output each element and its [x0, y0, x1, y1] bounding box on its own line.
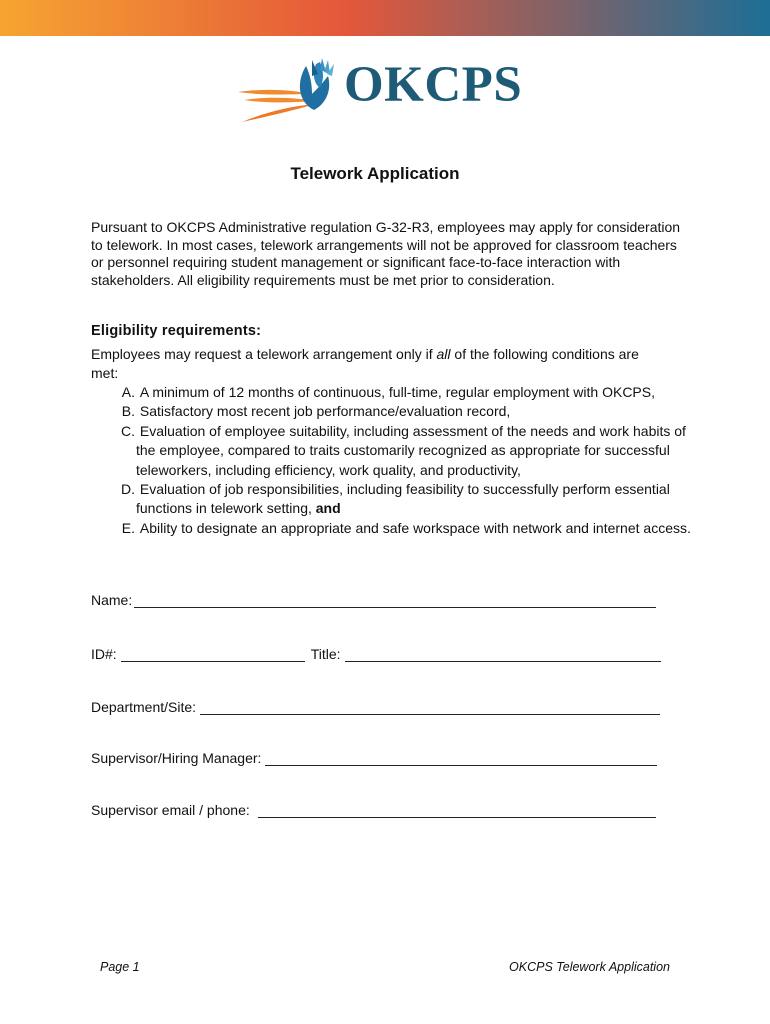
list-item	[91, 519, 691, 538]
department-input-line[interactable]	[200, 700, 660, 715]
list-item-text: Satisfactory most recent job performance/evaluation record,	[139, 403, 511, 420]
supervisor-field[interactable]	[91, 749, 657, 767]
id-title-row	[91, 645, 661, 663]
list-item	[91, 383, 691, 402]
page-title: Telework Application	[290, 164, 460, 183]
intro-paragraph: Pursuant to OKCPS Administrative regulation G-32-R3, employees may apply for consideration to telework. In most cases, telework arrangements will not be approved for classroom teachers or personnel requiring student management or significant face-to-face interaction with stakeholders. All eligibility requirements must be met prior to consideration.	[91, 219, 681, 288]
supervisor-input-line[interactable]	[265, 751, 657, 766]
department-label: Department/Site:	[91, 699, 197, 715]
id-input-line[interactable]	[121, 647, 305, 662]
supervisor-contact-field[interactable]	[91, 801, 656, 819]
name-field[interactable]	[91, 591, 656, 609]
list-item-text: Ability to designate an appropriate and safe workspace with network and internet access.	[139, 519, 691, 536]
list-item-text: Evaluation of employee suitability, including assessment of the needs and work habits of the employee, compared to traits customarily recognized as appropriate for successful teleworkers, including efficiency, work quality, and productivity,	[136, 422, 686, 478]
list-item	[91, 402, 691, 421]
okcps-bird-logo-icon	[236, 54, 346, 126]
name-input-line[interactable]	[134, 593, 656, 608]
title-input-line[interactable]	[345, 647, 661, 662]
id-label: ID#:	[91, 646, 117, 662]
title-label: Title:	[310, 646, 341, 662]
list-item-letter: E.	[121, 519, 135, 536]
lead-text-after: of the following conditions are met:	[91, 346, 639, 381]
requirements-list	[91, 383, 691, 538]
list-item-bold-tail: and	[315, 500, 341, 517]
list-item-letter: A.	[121, 384, 135, 400]
footer-doc-name: OKCPS Telework Application	[509, 960, 670, 974]
top-banner	[0, 0, 770, 36]
okcps-logo	[236, 54, 546, 126]
list-item-text: A minimum of 12 months of continuous, full-time, regular employment with OKCPS,	[139, 384, 655, 400]
supervisor-contact-label: Supervisor email / phone:	[91, 802, 250, 818]
list-item	[91, 480, 691, 519]
list-item-letter: B.	[121, 403, 135, 420]
supervisor-contact-input-line[interactable]	[258, 803, 656, 818]
list-item	[91, 422, 691, 480]
supervisor-label: Supervisor/Hiring Manager:	[91, 750, 262, 766]
list-item-letter: C.	[121, 422, 135, 439]
page-number: Page 1	[100, 960, 140, 974]
department-field[interactable]	[91, 698, 660, 716]
eligibility-heading: Eligibility requirements:	[91, 323, 262, 339]
eligibility-lead	[91, 345, 651, 383]
list-item-text: Evaluation of job responsibilities, including feasibility to successfully perform essential functions in telework setting, and	[136, 481, 670, 517]
name-label: Name:	[91, 592, 133, 608]
logo-text: OKCPS	[344, 57, 523, 113]
lead-emphasis: all	[436, 346, 451, 362]
list-item-letter: D.	[121, 481, 135, 498]
lead-text-before: Employees may request a telework arrangement only if	[91, 346, 437, 362]
